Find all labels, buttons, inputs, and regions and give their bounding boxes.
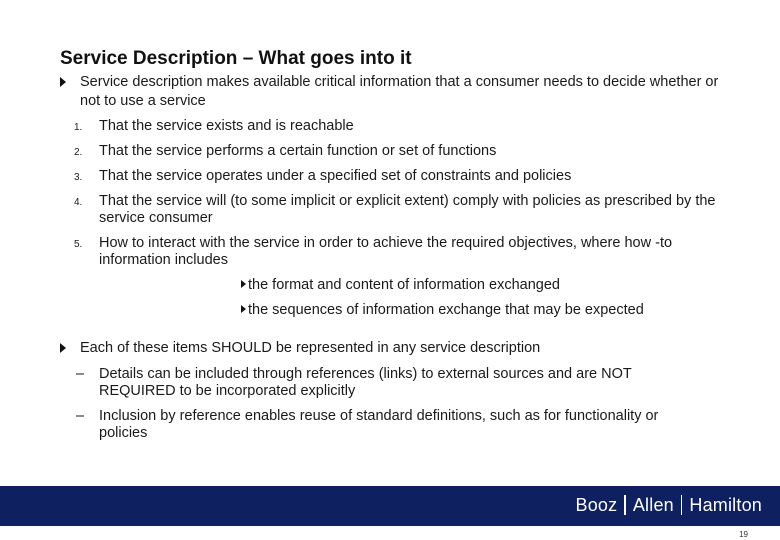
dash-item-text: Details can be included through references (links) to external sources and are NOT REQUIRED to be incorporated explicitly	[99, 366, 632, 399]
bullet-text: Service description makes available critical information that a consumer needs to decide whether or not to use a service	[80, 74, 719, 109]
page-number: 19	[739, 530, 748, 539]
item-number: 5.	[74, 239, 83, 250]
item-number: 1.	[74, 122, 83, 133]
logo-word: Hamilton	[689, 495, 762, 515]
logo-word: Allen	[632, 495, 674, 515]
company-logo	[576, 495, 762, 516]
item-text: That the service performs a certain function or set of functions	[99, 143, 497, 159]
triangle-bullet-icon	[60, 343, 66, 353]
item-text: That the service will (to some implicit or explicit extent) comply with policies as prescribed by the service consumer	[99, 193, 716, 226]
small-triangle-icon	[241, 305, 246, 313]
item-text: That the service exists and is reachable	[99, 118, 354, 134]
logo-word: Booz	[575, 495, 618, 515]
item-text: How to interact with the service in order to achieve the required objectives, where how -to information includes	[99, 235, 673, 268]
triangle-bullet-icon	[60, 77, 66, 87]
logo-divider	[624, 495, 626, 515]
item-number: 4.	[74, 197, 83, 208]
dash-marker: –	[76, 366, 85, 382]
dash-item-text: Inclusion by reference enables reuse of standard definitions, such as for functionality or policies	[99, 408, 659, 441]
sub-item-text: the sequences of information exchange that may be expected	[248, 302, 644, 318]
dash-marker: –	[76, 408, 85, 424]
logo-divider	[681, 495, 683, 515]
item-number: 2.	[74, 147, 83, 158]
sub-item	[241, 302, 644, 319]
slide-title: Service Description – What goes into it	[60, 48, 412, 69]
small-triangle-icon	[241, 280, 246, 288]
footer-bar	[0, 486, 780, 526]
sub-item	[241, 277, 560, 294]
sub-item-text: the format and content of information exchanged	[248, 277, 560, 293]
item-text: That the service operates under a specified set of constraints and policies	[99, 168, 572, 184]
bullet-text: Each of these items SHOULD be represented in any service description	[80, 340, 541, 356]
item-number: 3.	[74, 172, 83, 183]
